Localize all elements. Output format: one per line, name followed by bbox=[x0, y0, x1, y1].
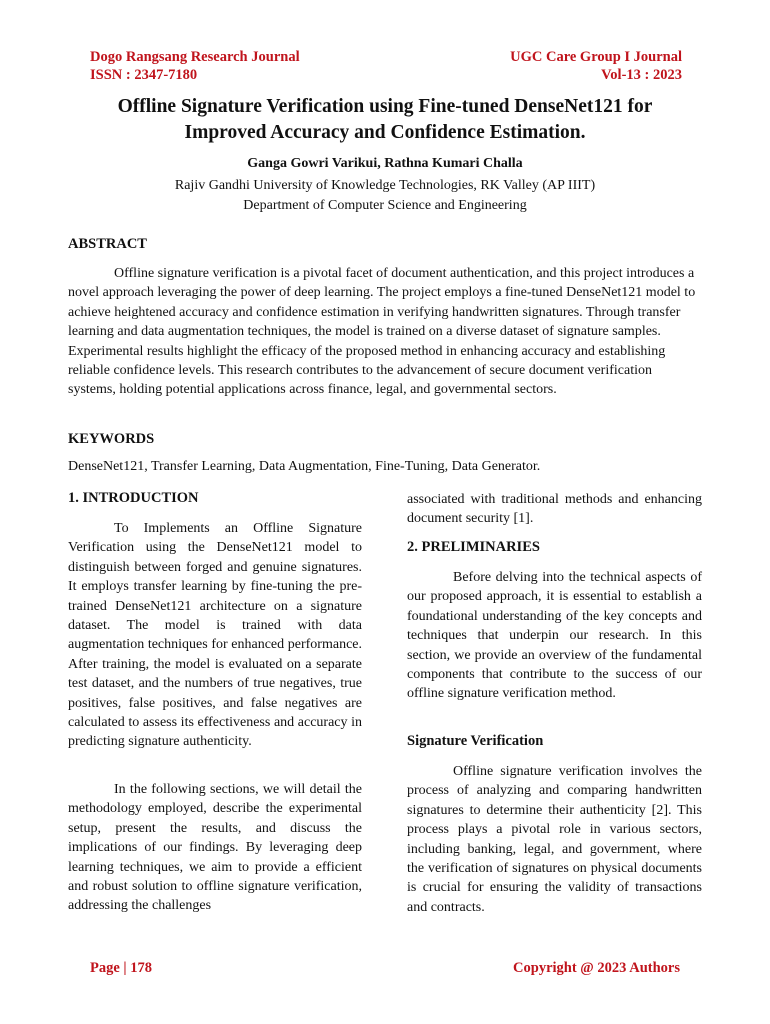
journal-issn: ISSN : 2347-7180 bbox=[90, 67, 198, 83]
introduction-paragraph-2: In the following sections, we will detail the methodology employed, describe the experimental setup, present the results, and discuss the implications of our findings. By leveraging deep learning techniques, we aim to provide a efficient and robust solution to offline signature verification, addressing the challenges bbox=[68, 782, 362, 914]
journal-header-left bbox=[90, 48, 300, 84]
affiliation-university: Rajiv Gandhi University of Knowledge Technologies, RK Valley (AP IIIT) bbox=[174, 178, 596, 193]
ugc-label: UGC Care Group I Journal bbox=[510, 49, 682, 65]
keywords-heading: KEYWORDS bbox=[68, 431, 155, 447]
journal-header-right bbox=[510, 48, 682, 84]
signature-verification-paragraph: Offline signature verification involves the process of analyzing and comparing handwritten signatures to determine their authenticity [2]. This process plays a pivotal role in various sectors, including banking, legal, and government, where the verification of signatures on physical documents is crucial for ensuring the validity of transactions and contracts. bbox=[407, 764, 702, 915]
preliminaries-heading: 2. PRELIMINARIES bbox=[407, 539, 540, 555]
abstract-heading: ABSTRACT bbox=[68, 236, 147, 252]
journal-name: Dogo Rangsang Research Journal bbox=[90, 49, 300, 65]
signature-verification-heading: Signature Verification bbox=[407, 733, 544, 749]
paper-authors: Ganga Gowri Varikui, Rathna Kumari Challa bbox=[247, 156, 523, 171]
affiliation-department: Department of Computer Science and Engineering bbox=[243, 198, 527, 213]
paper-title-line2: Improved Accuracy and Confidence Estimation. bbox=[184, 122, 586, 143]
introduction-paragraph-1: To Implements an Offline Signature Verification using the DenseNet121 model to distinguish between forged and genuine signatures. It employs transfer learning by fine-tuning the pre-trained DenseNet121 architecture on a signature dataset. The model is trained with data augmentation techniques for enhanced performance. After training, the model is evaluated on a separate test dataset, and the numbers of true negatives, true positives, false positives, and false negatives are calculated to assess its effectiveness and accuracy in predicting signature authenticity. bbox=[68, 521, 362, 750]
paper-affiliation bbox=[60, 176, 710, 216]
preliminaries-paragraph: Before delving into the technical aspects of our proposed approach, it is essential to establish a foundational understanding of the key concepts and techniques that underpin our research. In this section, we provide an overview of the fundamental components that contribute to the success of our offline signature verification method. bbox=[407, 570, 702, 702]
introduction-heading: 1. INTRODUCTION bbox=[68, 490, 199, 506]
keywords-text: DenseNet121, Transfer Learning, Data Augmentation, Fine-Tuning, Data Generator. bbox=[68, 459, 541, 474]
paper-title-line1: Offline Signature Verification using Fine-tuned DenseNet121 for bbox=[117, 96, 653, 117]
abstract-text: Offline signature verification is a pivotal facet of document authentication, and this project introduces a novel approach leveraging the power of deep learning. The project employs a fine-tuned DenseNet121 model to achieve heightened accuracy and confidence estimation in verifying handwritten signatures. Through transfer learning and data augmentation techniques, the model is trained on a diverse dataset of signature samples. Experimental results highlight the efficacy of the proposed method in enhancing accuracy and establishing reliable confidence levels. This research contributes to the advancement of secure document verification systems, holding potential applications across finance, legal, and governmental sectors. bbox=[68, 266, 696, 398]
paper-title bbox=[60, 94, 710, 146]
copyright-notice: Copyright @ 2023 Authors bbox=[513, 960, 680, 976]
introduction-continuation: associated with traditional methods and enhancing document security [1]. bbox=[407, 492, 702, 527]
volume-label: Vol-13 : 2023 bbox=[601, 67, 682, 83]
page-number: Page | 178 bbox=[90, 960, 152, 976]
